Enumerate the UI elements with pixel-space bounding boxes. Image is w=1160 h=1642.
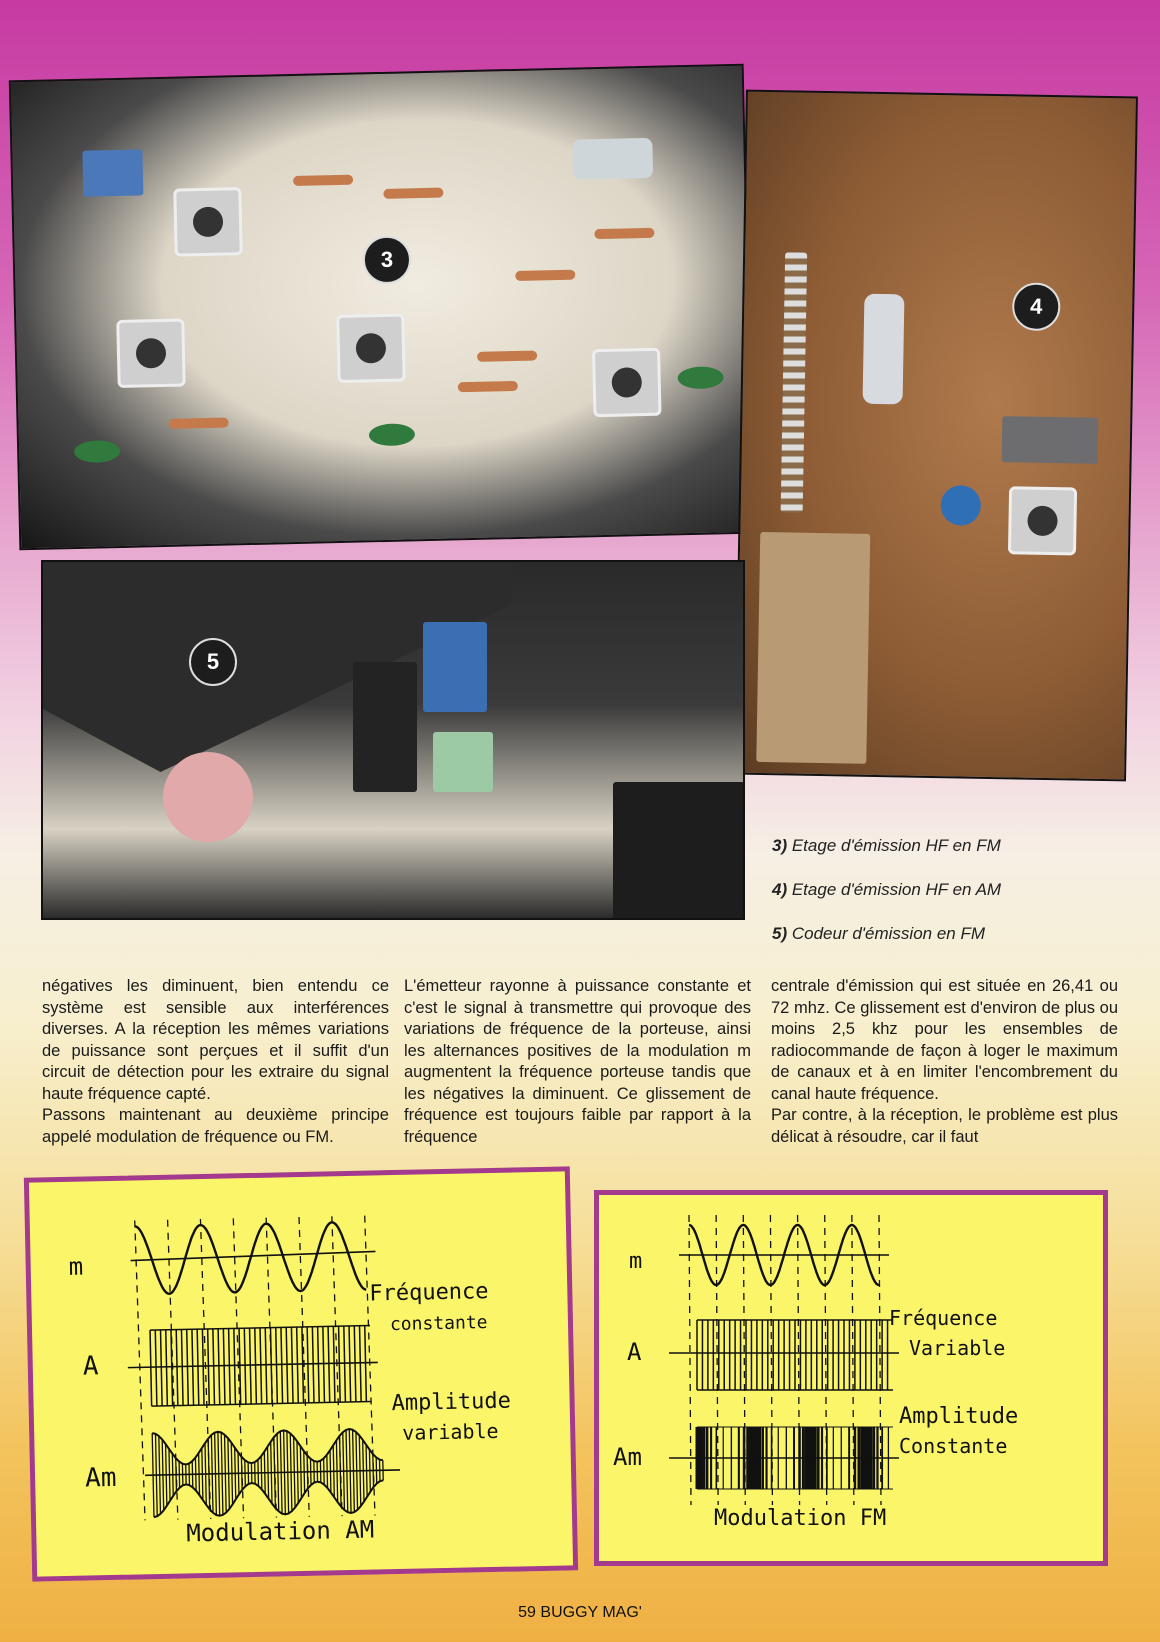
carrier-stroke — [202, 1329, 204, 1405]
note-line: Fréquence — [889, 1306, 998, 1330]
photo-number-badge: 5 — [189, 638, 237, 686]
carrier-stroke — [255, 1328, 257, 1404]
carrier-stroke — [213, 1329, 215, 1405]
carrier-stroke — [360, 1326, 362, 1402]
carrier-stroke — [229, 1329, 231, 1405]
capacitor — [369, 423, 415, 446]
trimmer-coil — [116, 318, 186, 388]
crystal — [572, 138, 653, 180]
carrier-stroke — [265, 1328, 267, 1404]
note-line: Constante — [899, 1434, 1008, 1458]
carrier-stroke — [161, 1330, 163, 1406]
label-am: Am — [613, 1443, 642, 1471]
grid-line — [689, 1215, 691, 1505]
diagram-fm-modulation — [594, 1190, 1108, 1566]
diagram-title: Modulation FM — [714, 1506, 887, 1531]
axis-line — [145, 1470, 400, 1475]
note-line: Amplitude — [899, 1404, 1019, 1429]
note-line: variable — [402, 1418, 499, 1445]
carrier-stroke — [181, 1329, 183, 1405]
blue-capacitor — [940, 485, 981, 526]
caption: 5) Codeur d'émission en FM — [772, 924, 986, 943]
carrier-stroke — [166, 1330, 168, 1406]
carrier-stroke — [150, 1330, 152, 1406]
trimmer-coil — [592, 348, 662, 418]
capacitor — [677, 366, 723, 389]
ic-chip — [353, 662, 417, 792]
carrier-stroke — [365, 1326, 367, 1402]
carrier-stroke — [192, 1329, 194, 1405]
resistor — [383, 188, 443, 199]
axis-line — [128, 1362, 378, 1367]
carrier-stroke — [328, 1326, 330, 1402]
photo-fm-encoder — [41, 560, 745, 920]
resistor — [168, 418, 228, 429]
photo-number-badge: 3 — [362, 235, 411, 284]
resistor — [594, 228, 654, 239]
caption: 3) Etage d'émission HF en FM — [772, 836, 1001, 855]
carrier-stroke — [260, 1328, 262, 1404]
text-column-2 — [404, 976, 751, 1148]
diagram-am-modulation — [24, 1166, 578, 1581]
carrier-stroke — [286, 1327, 288, 1403]
carrier-stroke — [318, 1327, 320, 1403]
grid-line — [879, 1215, 881, 1505]
modulation-wave — [135, 1222, 366, 1295]
green-component — [433, 732, 493, 792]
paragraph: centrale d'émission qui est située en 26,41 ou 72 mhz. Ce glissement est d'environ de plus ou moins 2,5 khz pour les ensembles de radiocommande de façon à loger le maximum de canaux et à en limiter l'encombrement du canal haute fréquence. — [771, 977, 1118, 1103]
electrolytic-capacitor — [863, 294, 905, 405]
note-line: Fréquence — [369, 1279, 489, 1307]
carrier-stroke — [291, 1327, 293, 1403]
blue-component — [82, 149, 143, 196]
fm-diagram-drawing — [599, 1195, 1103, 1561]
carrier-stroke — [270, 1328, 272, 1404]
carrier-stroke — [349, 1326, 351, 1402]
resistor — [458, 381, 518, 392]
resistor — [293, 175, 353, 186]
carrier-stroke — [223, 1329, 225, 1405]
photo-hf-am-stage — [734, 90, 1138, 782]
caption: 4) Etage d'émission HF en AM — [772, 880, 1002, 899]
page-footer: 59 BUGGY MAG' — [518, 1604, 642, 1621]
carrier-stroke — [354, 1326, 356, 1402]
blue-component — [423, 622, 487, 712]
carrier-stroke — [307, 1327, 309, 1403]
carrier-stroke — [281, 1327, 283, 1403]
carrier-stroke — [218, 1329, 220, 1405]
resistor — [477, 350, 537, 361]
paragraph: Par contre, à la réception, le problème est plus délicat à résoudre, car il faut — [771, 1106, 1118, 1146]
pin-header — [781, 252, 808, 512]
grid-lines — [689, 1215, 881, 1505]
dark-block — [613, 782, 745, 920]
carrier-stroke — [312, 1327, 314, 1403]
carrier-stroke — [339, 1326, 341, 1402]
photo-captions — [772, 836, 1102, 968]
trimmer-coil — [173, 187, 243, 257]
label-am: Am — [84, 1462, 117, 1494]
grid-line — [135, 1220, 145, 1520]
carrier-wave — [697, 1320, 893, 1390]
carrier-stroke — [323, 1327, 325, 1403]
label-m: m — [629, 1249, 643, 1274]
carrier-stroke — [250, 1328, 252, 1404]
photo-hf-fm-stage — [9, 64, 754, 551]
trimmer-coil — [1008, 486, 1077, 555]
diagram-title: Modulation AM — [186, 1515, 375, 1548]
pink-potentiometer — [163, 752, 253, 842]
carrier-stroke — [197, 1329, 199, 1405]
paragraph: L'émetteur rayonne à puissance constante et c'est le signal à transmettre qui provoque des variations de fréquence de la porteuse, ainsi les alternances positives de la modulation m augmentent la fréquence porteuse tandis que les négatives la diminuent. Ce glissement de fréquence est toujours faible par rapport à la fréquence — [404, 977, 751, 1146]
note-line: Variable — [909, 1336, 1006, 1360]
carrier-stroke — [297, 1327, 299, 1403]
carrier-stroke — [244, 1328, 246, 1404]
carrier-stroke — [155, 1330, 157, 1406]
carrier-stroke — [208, 1329, 210, 1405]
note-line: constante — [389, 1312, 488, 1336]
carrier-stroke — [176, 1330, 178, 1406]
carrier-stroke — [344, 1326, 346, 1402]
carrier-stroke — [276, 1328, 278, 1404]
grid-line — [852, 1215, 854, 1505]
carrier-stroke — [234, 1328, 236, 1404]
paragraph: Passons maintenant au deuxième principe appelé modulation de fréquence ou FM. — [42, 1106, 389, 1146]
photo-number-badge: 4 — [1012, 282, 1061, 331]
label-a: A — [82, 1351, 99, 1382]
paragraph: négatives les diminuent, bien entendu ce système est sensible aux interférences diverses. A la réception les mêmes variations de puissance sont perçues et il suffit d'un circuit de détection pour les extraire du signal haute fréquence capté. — [42, 977, 389, 1103]
text-column-1 — [42, 976, 389, 1148]
connector — [756, 532, 870, 764]
capacitor — [74, 440, 120, 463]
am-diagram-drawing — [29, 1171, 573, 1576]
resistor — [515, 270, 575, 281]
trimmer-coil — [336, 313, 406, 383]
text-column-3 — [771, 976, 1118, 1148]
carrier-stroke — [333, 1326, 335, 1402]
note-line: Amplitude — [391, 1388, 512, 1417]
label-a: A — [627, 1338, 642, 1366]
label-m: m — [68, 1252, 84, 1281]
carrier-stroke — [187, 1329, 189, 1405]
grey-component — [1002, 416, 1099, 464]
